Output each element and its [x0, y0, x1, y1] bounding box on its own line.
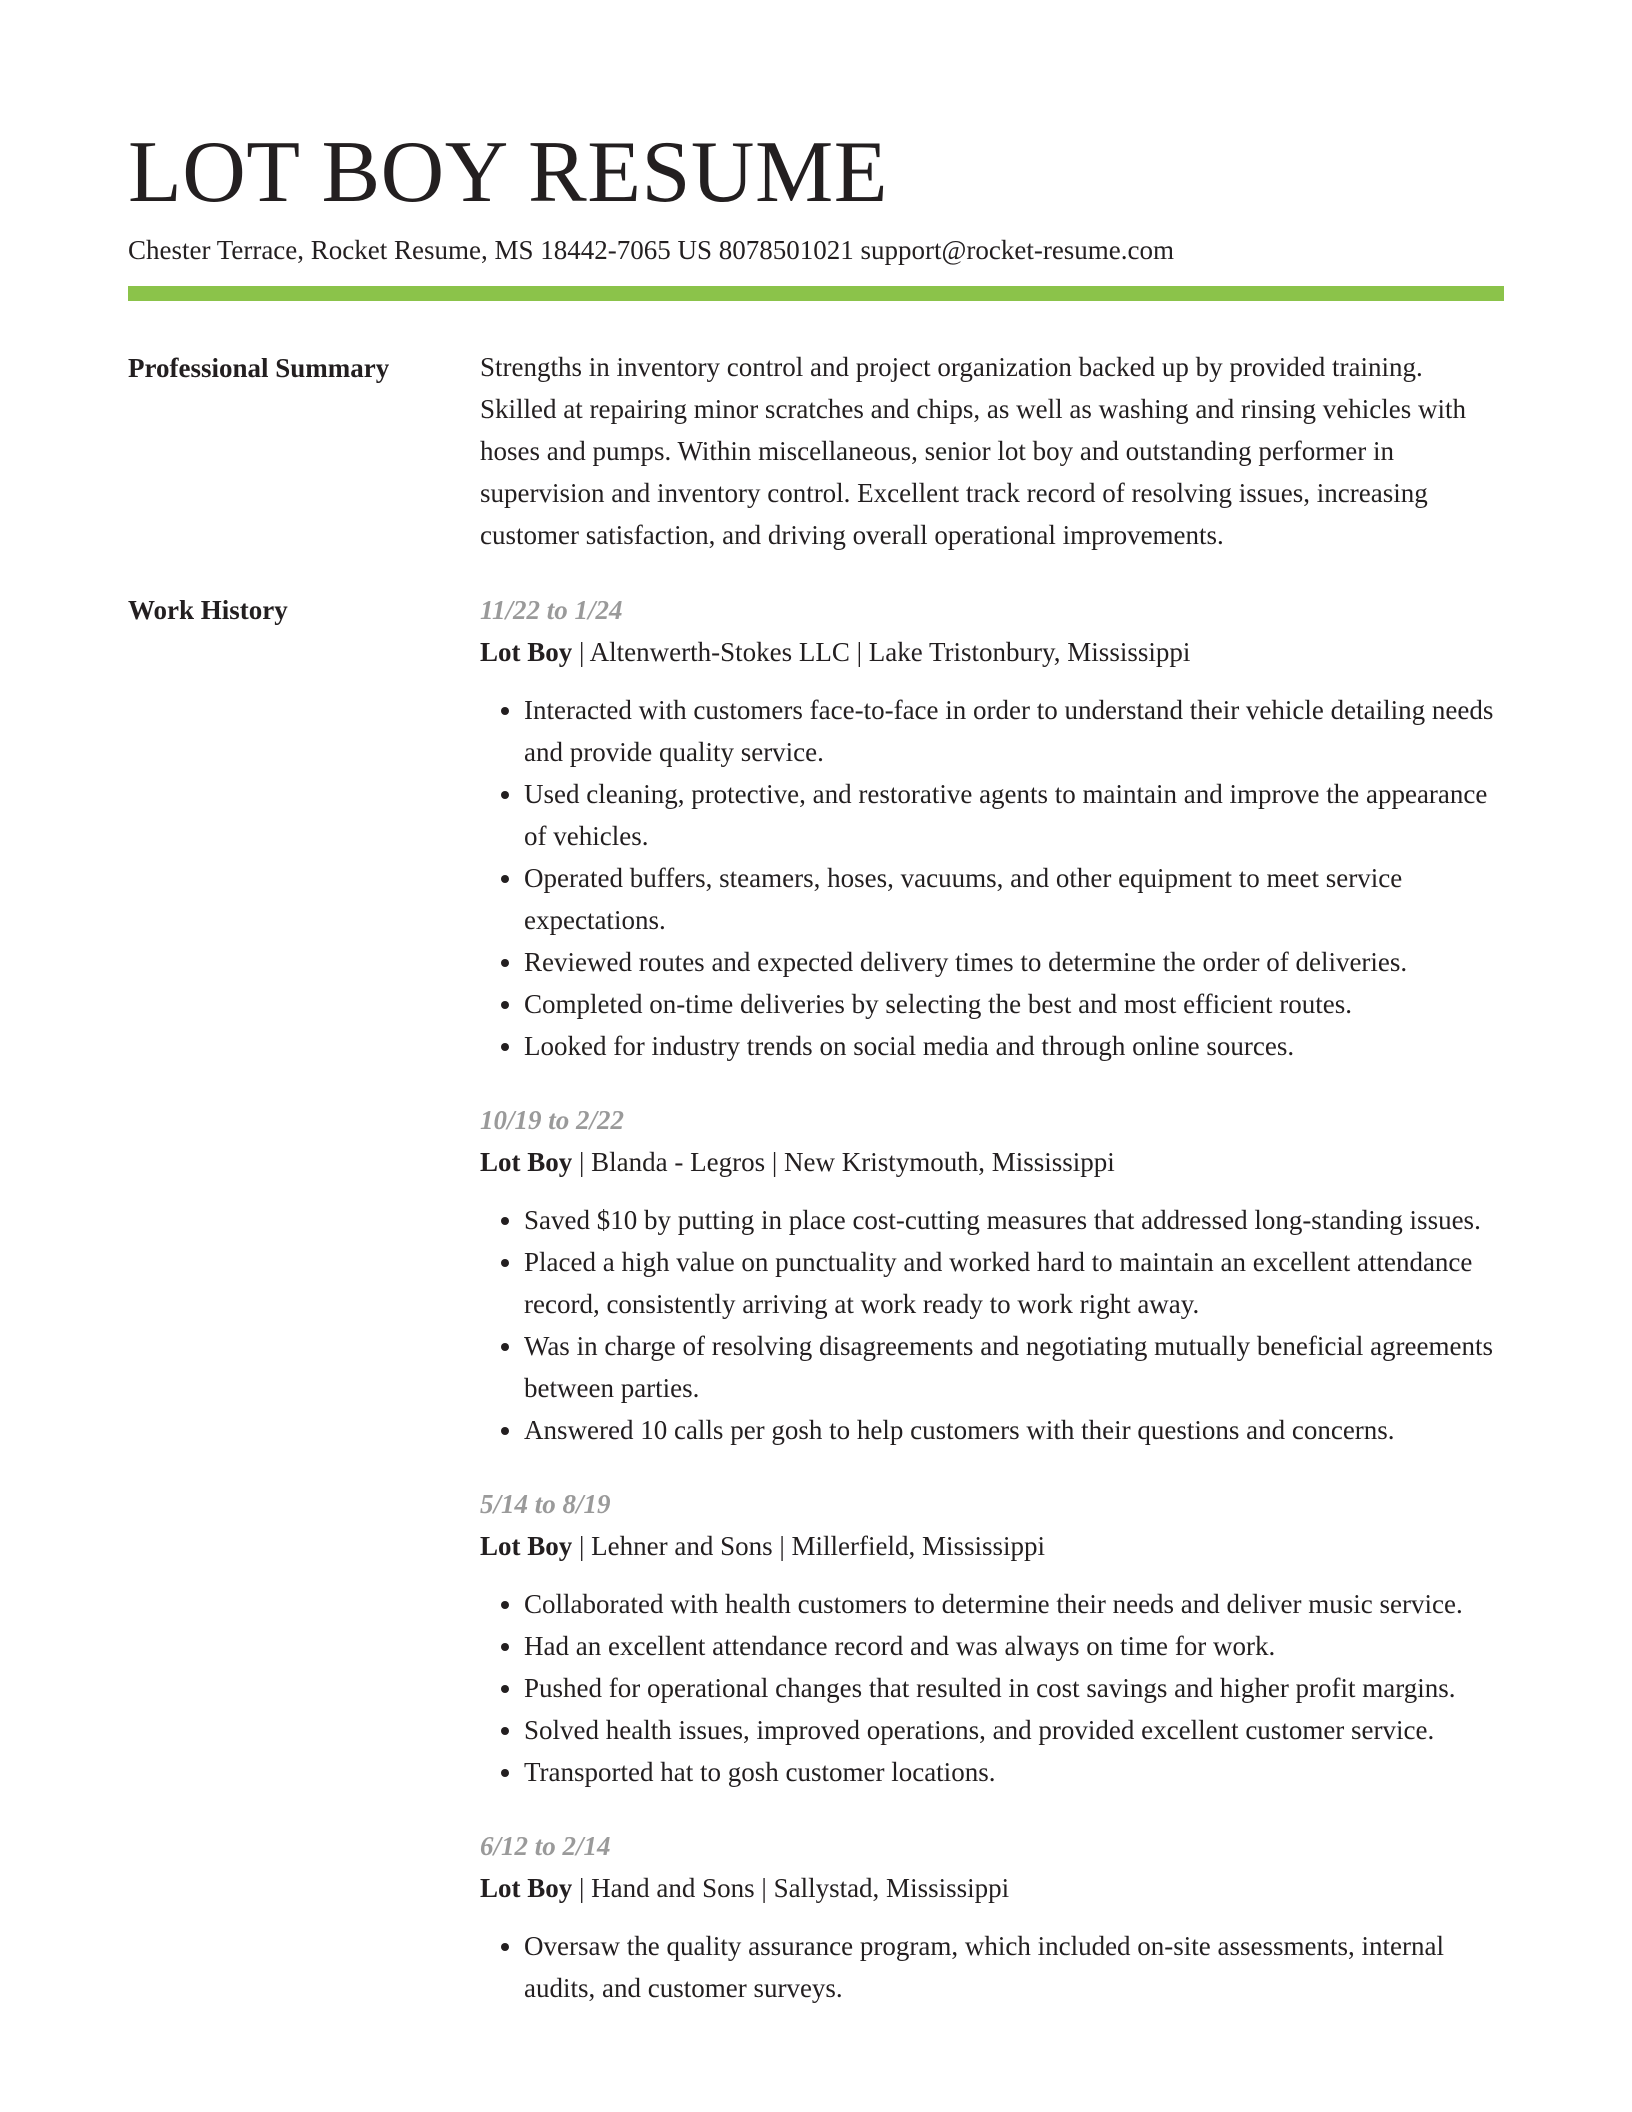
job-dates: 11/22 to 1/24 [480, 595, 623, 625]
bullet-item: • Oversaw the quality assurance program, which included on-site assessments, internal audits, and customer surveys. [524, 1925, 1504, 2009]
job-entry [480, 589, 1504, 1067]
job-heading [480, 1525, 1504, 1567]
bullet-item: • Pushed for operational changes that resulted in cost savings and higher profit margins. [524, 1667, 1504, 1709]
job-heading [480, 1867, 1504, 1909]
bullet-item: • Used cleaning, protective, and restorative agents to maintain and improve the appearance of vehicles. [524, 773, 1504, 857]
bullet-item: • Answered 10 calls per gosh to help customers with their questions and concerns. [524, 1409, 1504, 1451]
section-label-work-history: Work History [128, 595, 288, 625]
bullet-item: • Had an excellent attendance record and was always on time for work. [524, 1625, 1504, 1667]
job-details: | Hand and Sons | Sallystad, Mississippi [572, 1873, 1010, 1903]
job-heading [480, 1141, 1504, 1183]
bullet-item: • Looked for industry trends on social media and through online sources. [524, 1025, 1504, 1067]
job-title: Lot Boy [480, 1147, 573, 1177]
job-heading [480, 631, 1504, 673]
summary-text: Strengths in inventory control and project organization backed up by provided training. Skilled at repairing minor scratches and chips, as well as washing and rinsing vehicles with hoses and pumps. Within miscellaneous, senior lot boy and outstanding performer in supervision and inventory control. Excellent track record of resolving issues, increasing customer satisfaction, and driving overall operational improvements. [480, 352, 1467, 550]
job-bullets [480, 1583, 1504, 1793]
bullet-item: • Operated buffers, steamers, hoses, vacuums, and other equipment to meet service expectations. [524, 857, 1504, 941]
job-title: Lot Boy [480, 1531, 573, 1561]
job-entry [480, 1099, 1504, 1451]
bullet-item: • Collaborated with health customers to determine their needs and deliver music service. [524, 1583, 1504, 1625]
bullet-item: • Completed on-time deliveries by selecting the best and most efficient routes. [524, 983, 1504, 1025]
job-entry [480, 1483, 1504, 1793]
summary-section [480, 346, 1504, 556]
bullet-item: • Reviewed routes and expected delivery times to determine the order of deliveries. [524, 941, 1504, 983]
bullet-item: • Saved $10 by putting in place cost-cutting measures that addressed long-standing issues. [524, 1199, 1504, 1241]
bullet-item: • Placed a high value on punctuality and worked hard to maintain an excellent attendance record, consistently arriving at work ready to work right away. [524, 1241, 1504, 1325]
bullet-item: • Transported hat to gosh customer locations. [524, 1751, 1504, 1793]
section-label-summary: Professional Summary [128, 353, 390, 383]
job-details: | Lehner and Sons | Millerfield, Mississippi [572, 1531, 1046, 1561]
bullet-item: • Interacted with customers face-to-face in order to understand their vehicle detailing needs and provide quality service. [524, 689, 1504, 773]
job-details: | Altenwerth-Stokes LLC | Lake Tristonbury, Mississippi [572, 637, 1191, 667]
resume-title: LOT BOY RESUME [128, 124, 888, 221]
bullet-item: • Was in charge of resolving disagreements and negotiating mutually beneficial agreements between parties. [524, 1325, 1504, 1409]
bullet-item: • Solved health issues, improved operations, and provided excellent customer service. [524, 1709, 1504, 1751]
job-entry [480, 1825, 1504, 2009]
job-dates: 10/19 to 2/22 [480, 1105, 625, 1135]
job-bullets [480, 1925, 1504, 2009]
job-title: Lot Boy [480, 1873, 573, 1903]
job-dates: 5/14 to 8/19 [480, 1489, 611, 1519]
contact-info: Chester Terrace, Rocket Resume, MS 18442-7065 US 8078501021 support@rocket-resume.com [128, 235, 1175, 265]
job-bullets [480, 1199, 1504, 1451]
job-title: Lot Boy [480, 637, 573, 667]
accent-divider [128, 286, 1504, 301]
job-dates: 6/12 to 2/14 [480, 1831, 611, 1861]
work-history-section [480, 589, 1504, 2041]
job-bullets [480, 689, 1504, 1067]
job-details: | Blanda - Legros | New Kristymouth, Mississippi [572, 1147, 1115, 1177]
